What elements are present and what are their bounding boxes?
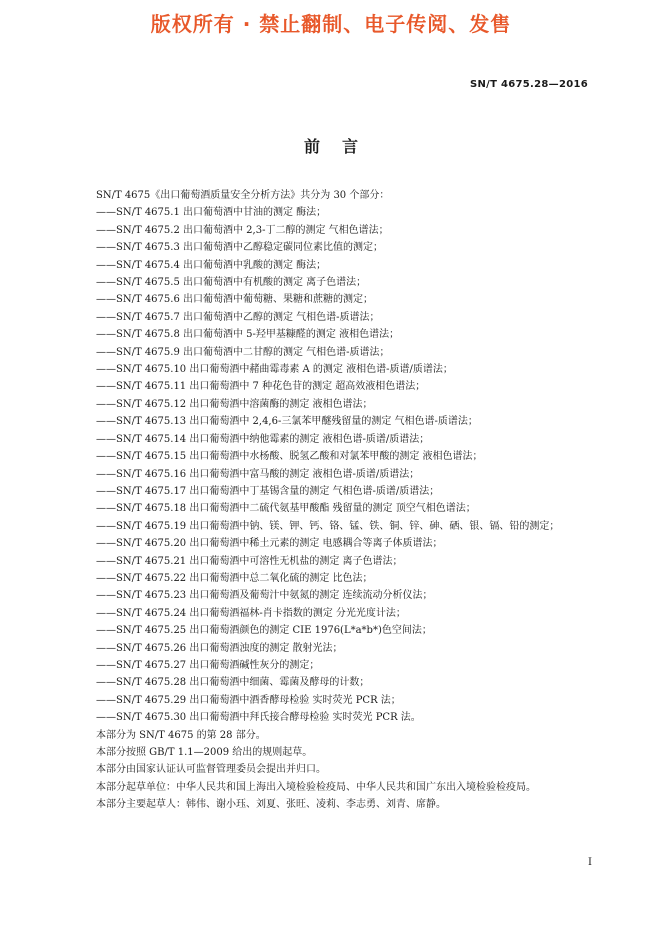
body-paragraph: 本部分由国家认证认可监督管理委员会提出并归口。	[96, 764, 326, 776]
list-item: ——SN/T 4675.22 出口葡萄酒中总二氧化硫的测定 比色法；	[96, 572, 373, 584]
list-item: ——SN/T 4675.21 出口葡萄酒中可溶性无机盐的测定 离子色谱法；	[96, 555, 403, 567]
list-item: ——SN/T 4675.25 出口葡萄酒颜色的测定 CIE 1976(L*a*b*)色空间法；	[96, 625, 432, 637]
list-item: ——SN/T 4675.5 出口葡萄酒中有机酸的测定 离子色谱法；	[96, 277, 367, 289]
body-paragraph: 本部分起草单位：中华人民共和国上海出入境检验检疫局、中华人民共和国广东出入境检验检疫局。	[96, 781, 536, 793]
list-item: ——SN/T 4675.23 出口葡萄酒及葡萄汁中氨氮的测定 连续流动分析仪法；	[96, 590, 433, 602]
list-item: ——SN/T 4675.13 出口葡萄酒中 2,4,6-三氯苯甲醚残留量的测定 气相色谱-质谱法；	[96, 416, 478, 428]
list-item: ——SN/T 4675.16 出口葡萄酒中富马酸的测定 液相色谱-质谱/质谱法；	[96, 468, 420, 480]
list-item: ——SN/T 4675.26 出口葡萄酒浊度的测定 散射光法；	[96, 642, 343, 654]
page-number: I	[588, 857, 592, 868]
list-item: ——SN/T 4675.8 出口葡萄酒中 5-羟甲基糠醛的测定 液相色谱法；	[96, 329, 400, 341]
list-item: ——SN/T 4675.6 出口葡萄酒中葡萄糖、果糖和蔗糖的测定；	[96, 294, 373, 306]
list-item: ——SN/T 4675.4 出口葡萄酒中乳酸的测定 酶法；	[96, 259, 327, 271]
list-item: ——SN/T 4675.3 出口葡萄酒中乙醇稳定碳同位素比值的测定；	[96, 242, 383, 254]
list-item: ——SN/T 4675.10 出口葡萄酒中赭曲霉毒素 A 的测定 液相色谱-质谱/质谱法；	[96, 364, 453, 376]
list-item: ——SN/T 4675.14 出口葡萄酒中纳他霉素的测定 液相色谱-质谱/质谱法；	[96, 433, 430, 445]
body-paragraph: 本部分按照 GB/T 1.1—2009 给出的规则起草。	[96, 747, 313, 758]
document-number: SN/T 4675.28—2016	[469, 79, 588, 90]
list-item: ——SN/T 4675.17 出口葡萄酒中丁基锡含量的测定 气相色谱-质谱/质谱法；	[96, 485, 440, 497]
closing-paragraphs	[75, 727, 595, 814]
list-item: ——SN/T 4675.2 出口葡萄酒中 2,3-丁二醇的测定 气相色谱法；	[96, 224, 389, 236]
list-item: ——SN/T 4675.29 出口葡萄酒中酒香酵母检验 实时荧光 PCR 法；	[96, 694, 401, 706]
list-item: ——SN/T 4675.27 出口葡萄酒碱性灰分的测定；	[96, 659, 320, 671]
list-item: ——SN/T 4675.19 出口葡萄酒中钠、镁、钾、钙、铬、锰、铁、铜、锌、砷、硒、银、镉、铅的测定；	[96, 520, 560, 532]
list-item: ——SN/T 4675.7 出口葡萄酒中乙醇的测定 气相色谱-质谱法；	[96, 311, 380, 323]
copyright-watermark: 版权所有 · 禁止翻制、电子传阅、发售	[150, 12, 512, 36]
page-title	[0, 134, 662, 157]
list-item: ——SN/T 4675.9 出口葡萄酒中二甘醇的测定 气相色谱-质谱法；	[96, 346, 390, 358]
list-item: ——SN/T 4675.11 出口葡萄酒中 7 种花色苷的测定 超高效液相色谱法；	[96, 381, 426, 393]
body-paragraph: 本部分主要起草人：韩伟、谢小珏、刘夏、张旺、凌莉、李志勇、刘青、席静。	[96, 799, 446, 811]
list-item: ——SN/T 4675.15 出口葡萄酒中水杨酸、脱氢乙酸和对氯苯甲酸的测定 液相色谱法；	[96, 451, 483, 463]
list-item: ——SN/T 4675.24 出口葡萄酒福林-肖卡指数的测定 分光光度计法；	[96, 607, 406, 619]
list-item: ——SN/T 4675.28 出口葡萄酒中细菌、霉菌及酵母的计数；	[96, 677, 370, 689]
page-title-text: 前言	[303, 137, 380, 156]
list-item: ——SN/T 4675.18 出口葡萄酒中二硫代氨基甲酸酯 残留量的测定 顶空气相色谱法；	[96, 503, 476, 515]
list-item: ——SN/T 4675.12 出口葡萄酒中溶菌酶的测定 液相色谱法；	[96, 398, 373, 410]
intro-paragraph: SN/T 4675《出口葡萄酒质量安全分析方法》共分为 30 个部分：	[96, 190, 390, 201]
list-item: ——SN/T 4675.30 出口葡萄酒中拜氏接合酵母检验 实时荧光 PCR 法。	[96, 712, 421, 724]
list-item: ——SN/T 4675.20 出口葡萄酒中稀土元素的测定 电感耦合等离子体质谱法；	[96, 538, 443, 550]
list-item: ——SN/T 4675.1 出口葡萄酒中甘油的测定 酶法；	[96, 207, 327, 219]
body-paragraph: 本部分为 SN/T 4675 的第 28 部分。	[96, 729, 266, 741]
parts-list	[75, 204, 595, 726]
foreword-body	[75, 187, 595, 814]
